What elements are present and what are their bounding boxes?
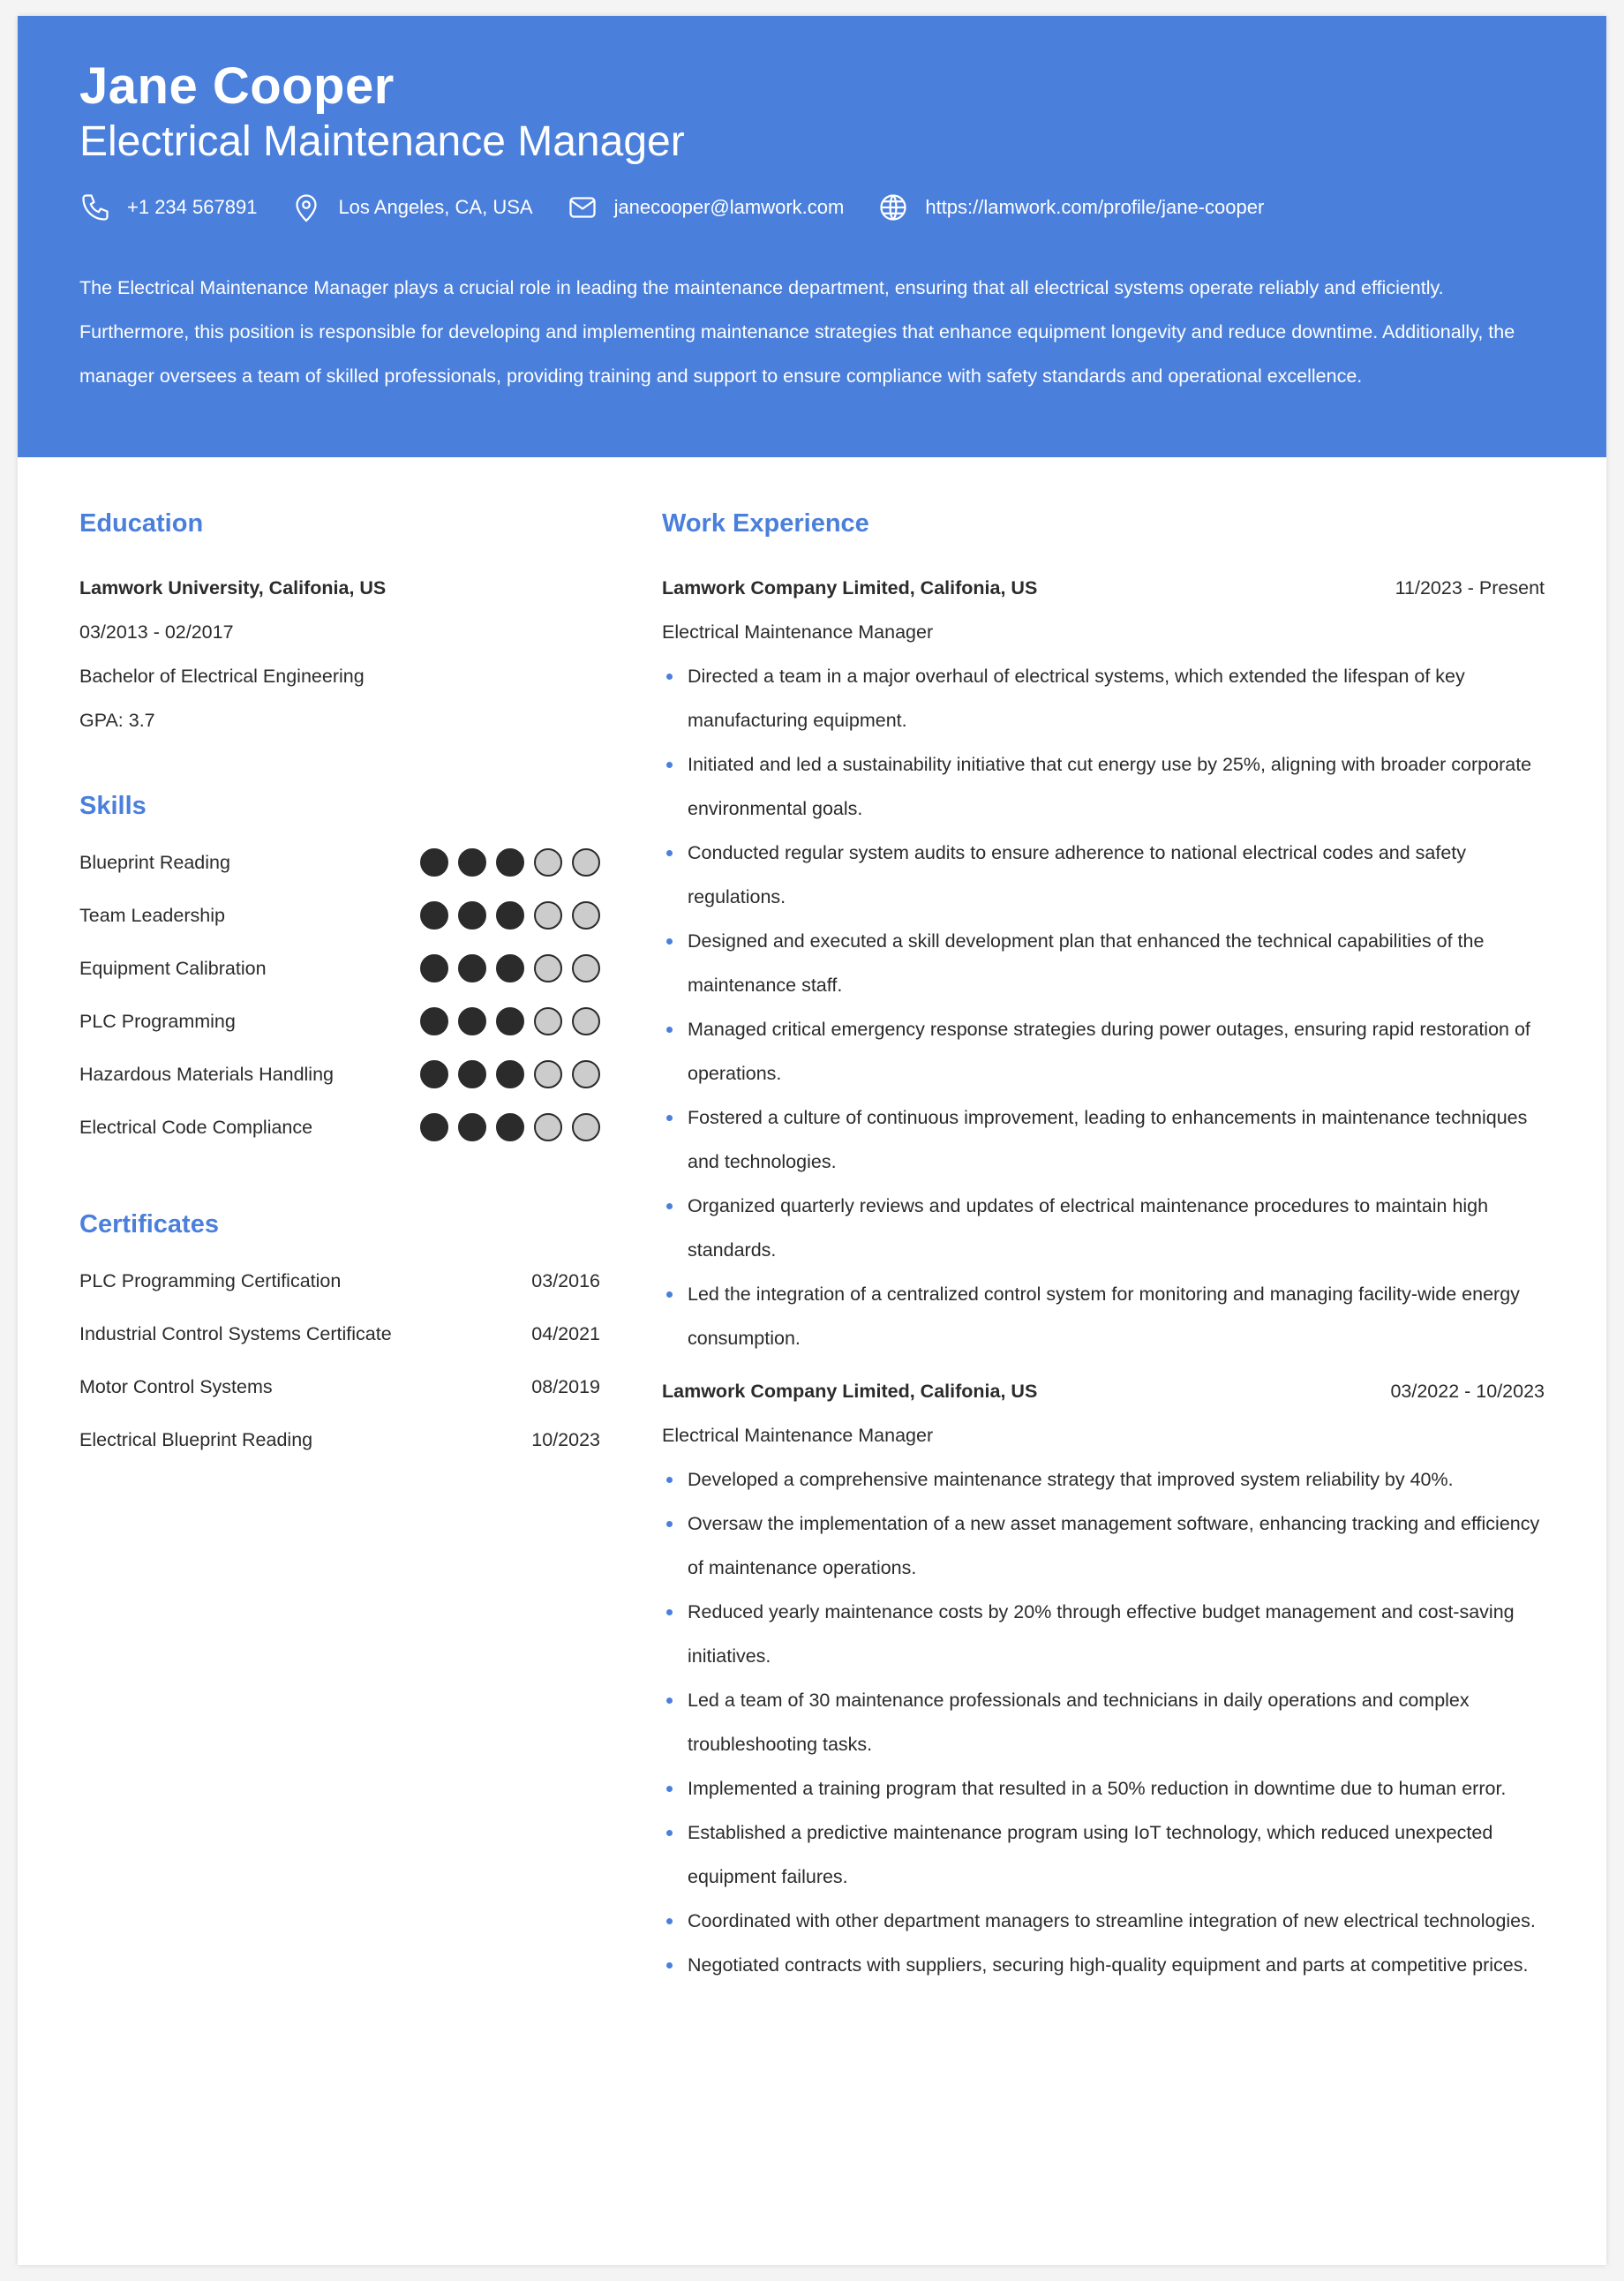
job-bullet: Negotiated contracts with suppliers, securing high-quality equipment and parts at competitive prices. (662, 1943, 1545, 1987)
rating-dot-filled (496, 1060, 524, 1088)
contact-website[interactable] (877, 192, 1264, 223)
job-bullet: Led the integration of a centralized control system for monitoring and managing facility-wide energy consumption. (662, 1272, 1545, 1360)
certificate-row (79, 1254, 600, 1307)
skill-rating (410, 954, 600, 982)
job-header (662, 566, 1545, 610)
job-bullet: Developed a comprehensive maintenance strategy that improved system reliability by 40%. (662, 1457, 1545, 1502)
skill-row (79, 1048, 600, 1101)
rating-dot-filled (496, 901, 524, 930)
skill-row (79, 995, 600, 1048)
rating-dot-empty (572, 848, 600, 877)
rating-dot-empty (572, 1007, 600, 1035)
rating-dot-filled (420, 848, 448, 877)
job-dates: 11/2023 - Present (1395, 576, 1545, 598)
job-bullet: Organized quarterly reviews and updates of electrical maintenance procedures to maintain high standards. (662, 1184, 1545, 1272)
job-company: Lamwork Company Limited, Califonia, US (662, 576, 1038, 598)
skill-rating (410, 1060, 600, 1088)
rating-dot-filled (496, 1007, 524, 1035)
contact-phone[interactable] (79, 192, 257, 223)
job-bullet: Established a predictive maintenance program using IoT technology, which reduced unexpected equipment failures. (662, 1810, 1545, 1899)
job-position: Electrical Maintenance Manager (662, 1425, 934, 1446)
job-entry (662, 566, 1545, 1360)
certificate-name: Motor Control Systems (79, 1375, 273, 1397)
rating-dot-filled (420, 954, 448, 982)
rating-dot-filled (458, 901, 486, 930)
location-pin-icon (290, 192, 322, 223)
rating-dot-empty (572, 901, 600, 930)
job-bullet: Coordinated with other department managers to streamline integration of new electrical technologies. (662, 1899, 1545, 1943)
email-text: janecooper@lamwork.com (613, 196, 845, 218)
job-position: Electrical Maintenance Manager (662, 621, 934, 643)
right-column (662, 506, 1545, 1996)
skill-rating (410, 848, 600, 877)
job-bullet: Reduced yearly maintenance costs by 20% through effective budget management and cost-saving initiatives. (662, 1590, 1545, 1678)
skill-label: Hazardous Materials Handling (79, 1063, 335, 1085)
rating-dot-filled (420, 1113, 448, 1141)
skill-row (79, 889, 600, 942)
certificate-name: Electrical Blueprint Reading (79, 1428, 313, 1450)
skill-rating (410, 1007, 600, 1035)
job-entry (662, 1369, 1545, 1987)
location-text: Los Angeles, CA, USA (338, 196, 533, 218)
rating-dot-empty (572, 954, 600, 982)
rating-dot-filled (496, 848, 524, 877)
resume-page (18, 16, 1606, 2265)
job-bullet: Conducted regular system audits to ensure adherence to national electrical codes and safety regulations. (662, 831, 1545, 919)
certificate-name: Industrial Control Systems Certificate (79, 1322, 392, 1344)
certificate-date: 04/2021 (531, 1322, 600, 1344)
skills-heading: Skills (79, 792, 147, 820)
skills-list (79, 836, 600, 1154)
skill-row (79, 1101, 600, 1154)
job-bullet: Initiated and led a sustainability initiative that cut energy use by 25%, aligning with broader corporate environmental goals. (662, 742, 1545, 831)
skill-rating (410, 901, 600, 930)
job-bullet: Implemented a training program that resulted in a 50% reduction in downtime due to human error. (662, 1766, 1545, 1810)
resume-header (18, 16, 1606, 457)
rating-dot-empty (572, 1060, 600, 1088)
certificate-date: 03/2016 (531, 1269, 600, 1291)
profile-summary: The Electrical Maintenance Manager plays a crucial role in leading the maintenance department, ensuring that all electrical systems operate reliably and efficiently. Furthermore, this position is responsible for developing and implementing maintenance strategies that enhance equipment longevity and reduce downtime. Additionally, the manager oversees a team of skilled professionals, providing training and support to ensure compliance with safety standards and operational excellence. (79, 277, 1515, 387)
skill-label: Electrical Code Compliance (79, 1116, 313, 1138)
skill-label: Team Leadership (79, 904, 225, 926)
work-experience-list (662, 566, 1545, 1987)
job-bullet: Directed a team in a major overhaul of electrical systems, which extended the lifespan of key manufacturing equipment. (662, 654, 1545, 742)
rating-dot-filled (458, 1060, 486, 1088)
education-degree: Bachelor of Electrical Engineering (79, 666, 365, 687)
certificates-section (79, 1207, 600, 1466)
education-gpa: GPA: 3.7 (79, 710, 155, 731)
education-section (79, 506, 600, 742)
job-header (662, 1369, 1545, 1413)
work-heading: Work Experience (662, 509, 869, 538)
education-heading: Education (79, 509, 204, 538)
certificate-date: 08/2019 (531, 1375, 600, 1397)
job-bullets (662, 1457, 1545, 1987)
phone-icon (79, 192, 111, 223)
certificate-date: 10/2023 (531, 1428, 600, 1450)
skill-label: Equipment Calibration (79, 957, 267, 979)
left-column (79, 506, 600, 1996)
certificate-row (79, 1307, 600, 1360)
job-company: Lamwork Company Limited, Califonia, US (662, 1380, 1038, 1402)
candidate-name: Jane Cooper (79, 57, 395, 115)
education-school: Lamwork University, Califonia, US (79, 577, 387, 598)
envelope-icon (567, 192, 598, 223)
skill-label: Blueprint Reading (79, 851, 230, 873)
contact-bar (79, 190, 1545, 225)
rating-dot-empty (572, 1113, 600, 1141)
job-bullet: Fostered a culture of continuous improvement, leading to enhancements in maintenance techniques and technologies. (662, 1095, 1545, 1184)
rating-dot-empty (534, 954, 562, 982)
certificate-row (79, 1413, 600, 1466)
candidate-title: Electrical Maintenance Manager (79, 118, 685, 165)
rating-dot-filled (458, 1007, 486, 1035)
globe-icon (877, 192, 909, 223)
phone-text: +1 234 567891 (127, 196, 258, 218)
contact-location (290, 192, 532, 223)
rating-dot-empty (534, 901, 562, 930)
skill-row (79, 836, 600, 889)
education-dates: 03/2013 - 02/2017 (79, 621, 234, 643)
rating-dot-filled (496, 954, 524, 982)
certificate-row (79, 1360, 600, 1413)
certificate-name: PLC Programming Certification (79, 1269, 342, 1291)
rating-dot-empty (534, 1060, 562, 1088)
rating-dot-filled (458, 1113, 486, 1141)
rating-dot-filled (496, 1113, 524, 1141)
resume-body (18, 457, 1606, 1996)
rating-dot-filled (420, 1007, 448, 1035)
rating-dot-empty (534, 848, 562, 877)
rating-dot-filled (458, 848, 486, 877)
rating-dot-filled (420, 901, 448, 930)
job-dates: 03/2022 - 10/2023 (1390, 1380, 1545, 1402)
job-bullet: Managed critical emergency response strategies during power outages, ensuring rapid restoration of operations. (662, 1007, 1545, 1095)
skill-label: PLC Programming (79, 1010, 236, 1032)
rating-dot-filled (420, 1060, 448, 1088)
skill-row (79, 942, 600, 995)
rating-dot-empty (534, 1007, 562, 1035)
job-bullet: Designed and executed a skill development plan that enhanced the technical capabilities of the maintenance staff. (662, 919, 1545, 1007)
job-bullets (662, 654, 1545, 1360)
website-text: https://lamwork.com/profile/jane-cooper (925, 196, 1265, 218)
job-bullet: Led a team of 30 maintenance professionals and technicians in daily operations and complex troubleshooting tasks. (662, 1678, 1545, 1766)
rating-dot-filled (458, 954, 486, 982)
contact-email[interactable] (567, 192, 845, 223)
certificates-list (79, 1254, 600, 1466)
skill-rating (410, 1113, 600, 1141)
certificates-heading: Certificates (79, 1210, 219, 1238)
job-bullet: Oversaw the implementation of a new asset management software, enhancing tracking and efficiency of maintenance operations. (662, 1502, 1545, 1590)
rating-dot-empty (534, 1113, 562, 1141)
skills-section (79, 788, 600, 1154)
